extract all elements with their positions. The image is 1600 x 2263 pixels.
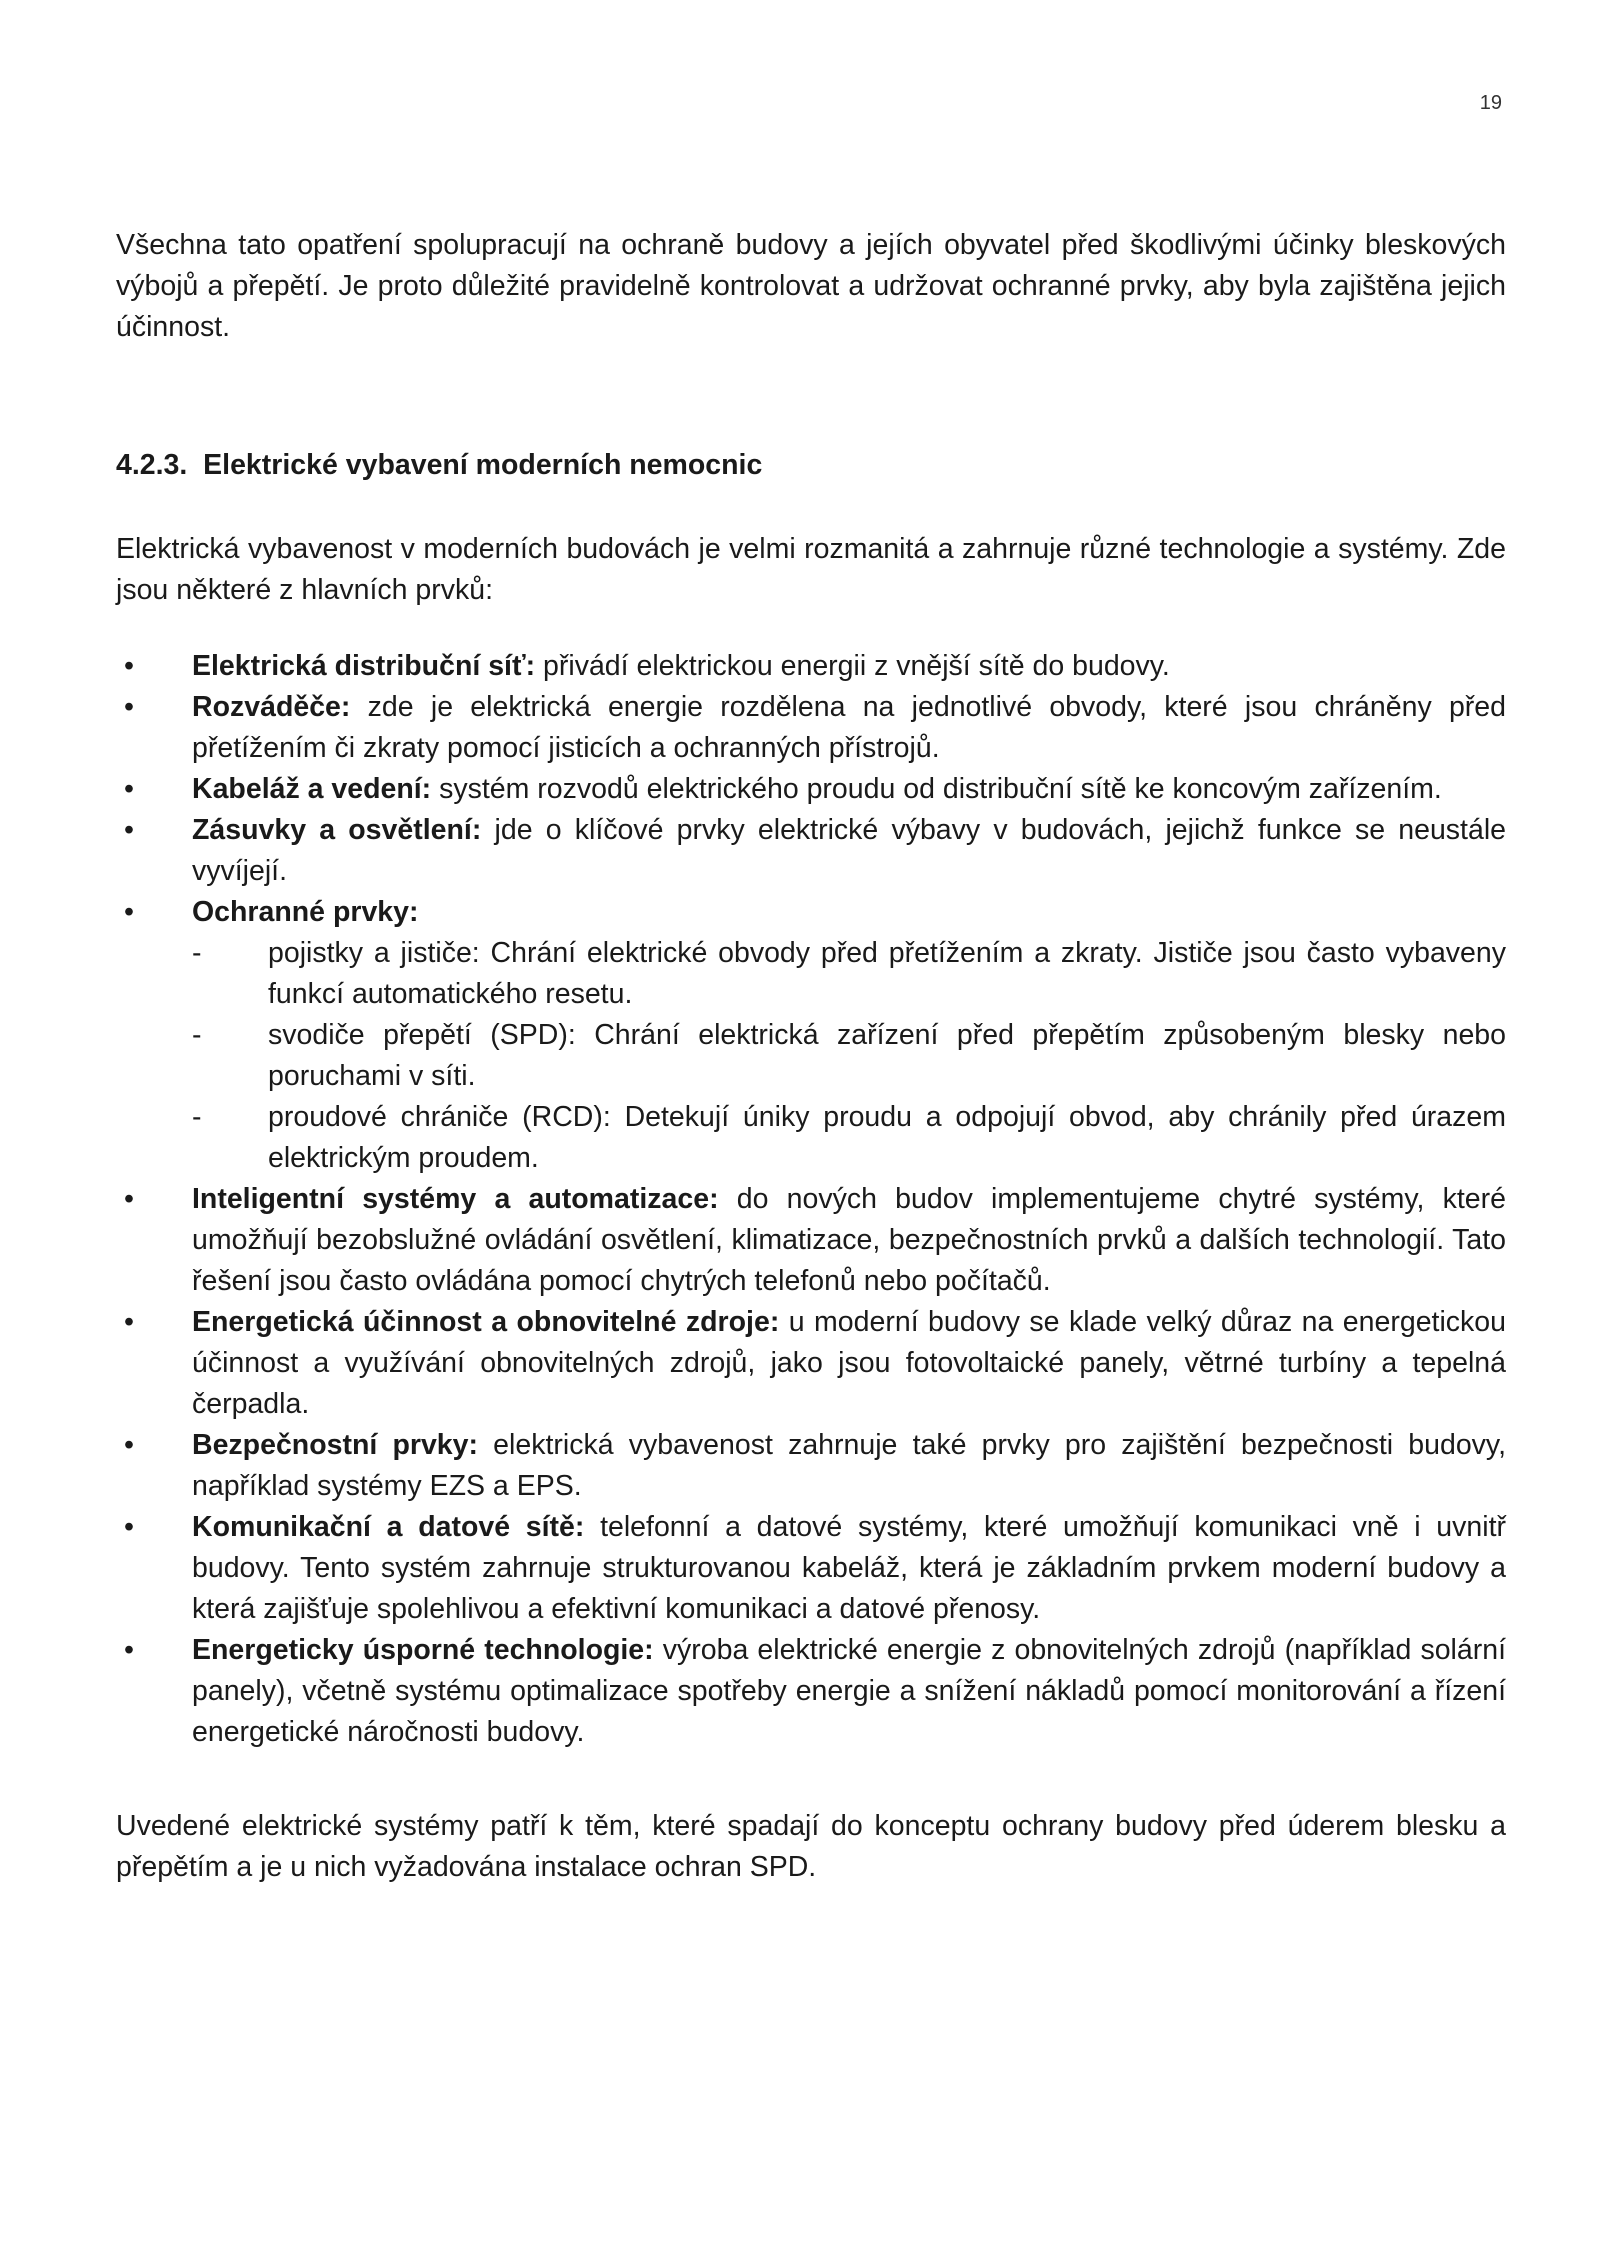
closing-paragraph: Uvedené elektrické systémy patří k těm, které spadají do konceptu ochrany budovy před úderem blesku a přepětím a je u nich vyžadována instalace ochran SPD. bbox=[116, 1810, 1506, 1883]
item-term: Komunikační a datové sítě: bbox=[192, 1511, 585, 1543]
item-text: telefonní a datové systémy, které umožňují komunikaci vně i uvnitř budovy. Tento systém zahrnuje strukturovanou kabeláž, která je základním prvkem moderní budovy a která zajišťuje spolehlivou a efektivní komunikaci a datové přenosy. bbox=[192, 1511, 1506, 1625]
item-term: Ochranné prvky: bbox=[192, 896, 419, 928]
item-text: systém rozvodů elektrického proudu od distribuční sítě ke koncovým zařízením. bbox=[431, 773, 1442, 805]
item-term: Elektrická distribuční síť: bbox=[192, 650, 536, 682]
list-item bbox=[116, 892, 1506, 1179]
intro-paragraph: Všechna tato opatření spolupracují na ochraně budovy a jejích obyvatel před škodlivými účinky bleskových výbojů a přepětí. Je proto důležité pravidelně kontrolovat a udržovat ochranné prvky, aby byla zajištěna jejich účinnost. bbox=[116, 229, 1506, 343]
equipment-list bbox=[116, 646, 1506, 1753]
list-item bbox=[116, 1425, 1506, 1507]
item-term: Energeticky úsporné technologie: bbox=[192, 1634, 654, 1666]
bullet-icon: • bbox=[124, 814, 134, 846]
item-text: u moderní budovy se klade velký důraz na energetickou účinnost a využívání obnovitelných zdrojů, jako jsou fotovoltaické panely, větrné turbíny a tepelná čerpadla. bbox=[192, 1306, 1506, 1420]
item-term: Zásuvky a osvětlení: bbox=[192, 814, 482, 846]
item-text: přivádí elektrickou energii z vnější sítě do budovy. bbox=[535, 650, 1170, 682]
item-term: Energetická účinnost a obnovitelné zdroje: bbox=[192, 1306, 780, 1338]
bullet-icon: • bbox=[124, 1306, 134, 1338]
bullet-icon: • bbox=[124, 691, 134, 723]
bullet-icon: • bbox=[124, 1511, 134, 1543]
item-term: Bezpečnostní prvky: bbox=[192, 1429, 478, 1461]
page-content bbox=[116, 225, 1506, 1888]
dash-icon: - bbox=[192, 1101, 202, 1133]
list-item bbox=[116, 1507, 1506, 1630]
lead-paragraph: Elektrická vybavenost v moderních budovách je velmi rozmanitá a zahrnuje různé technologie a systémy. Zde jsou některé z hlavních prvků: bbox=[116, 533, 1506, 606]
bullet-icon: • bbox=[124, 1429, 134, 1461]
item-text: elektrická vybavenost zahrnuje také prvky pro zajištění bezpečnosti budovy, například systémy EZS a EPS. bbox=[192, 1429, 1506, 1502]
subitem-text: proudové chrániče (RCD): Detekují úniky proudu a odpojují obvod, aby chránily před úrazem elektrickým proudem. bbox=[268, 1101, 1506, 1174]
section-heading bbox=[116, 445, 1506, 486]
list-item bbox=[116, 646, 1506, 687]
section-title: Elektrické vybavení moderních nemocnic bbox=[203, 449, 763, 481]
subitem-text: svodiče přepětí (SPD): Chrání elektrická zařízení před přepětím způsobeným blesky nebo poruchami v síti. bbox=[268, 1019, 1506, 1092]
item-text: do nových budov implementujeme chytré systémy, které umožňují bezobslužné ovládání osvětlení, klimatizace, bezpečnostních prvků a dalších technologií. Tato řešení jsou často ovládána pomocí chytrých telefonů nebo počítačů. bbox=[192, 1183, 1506, 1297]
subitem-text: pojistky a jističe: Chrání elektrické obvody před přetížením a zkraty. Jističe jsou často vybaveny funkcí automatického resetu. bbox=[268, 937, 1506, 1010]
sublist-item bbox=[192, 1097, 1506, 1179]
dash-icon: - bbox=[192, 1019, 202, 1051]
protective-elements-sublist bbox=[192, 933, 1506, 1179]
page-number: 19 bbox=[1479, 92, 1502, 114]
bullet-icon: • bbox=[124, 1634, 134, 1666]
list-item bbox=[116, 1179, 1506, 1302]
sublist-item bbox=[192, 1015, 1506, 1097]
item-text: jde o klíčové prvky elektrické výbavy v budovách, jejichž funkce se neustále vyvíjejí. bbox=[192, 814, 1507, 887]
item-text: výroba elektrické energie z obnovitelných zdrojů (například solární panely), včetně systému optimalizace spotřeby energie a snížení nákladů pomocí monitorování a řízení energetické náročnosti budovy. bbox=[192, 1634, 1506, 1748]
dash-icon: - bbox=[192, 937, 202, 969]
sublist-item bbox=[192, 933, 1506, 1015]
item-term: Rozváděče: bbox=[192, 691, 351, 723]
item-term: Kabeláž a vedení: bbox=[192, 773, 432, 805]
list-item bbox=[116, 810, 1506, 892]
list-item bbox=[116, 687, 1506, 769]
item-term: Inteligentní systémy a automatizace: bbox=[192, 1183, 719, 1215]
item-text: zde je elektrická energie rozdělena na jednotlivé obvody, které jsou chráněny před přetížením či zkraty pomocí jisticích a ochranných přístrojů. bbox=[192, 691, 1506, 764]
bullet-icon: • bbox=[124, 896, 134, 928]
list-item bbox=[116, 1302, 1506, 1425]
section-number: 4.2.3. bbox=[116, 449, 188, 481]
bullet-icon: • bbox=[124, 1183, 134, 1215]
bullet-icon: • bbox=[124, 773, 134, 805]
list-item bbox=[116, 1630, 1506, 1753]
bullet-icon: • bbox=[124, 650, 134, 682]
list-item bbox=[116, 769, 1506, 810]
